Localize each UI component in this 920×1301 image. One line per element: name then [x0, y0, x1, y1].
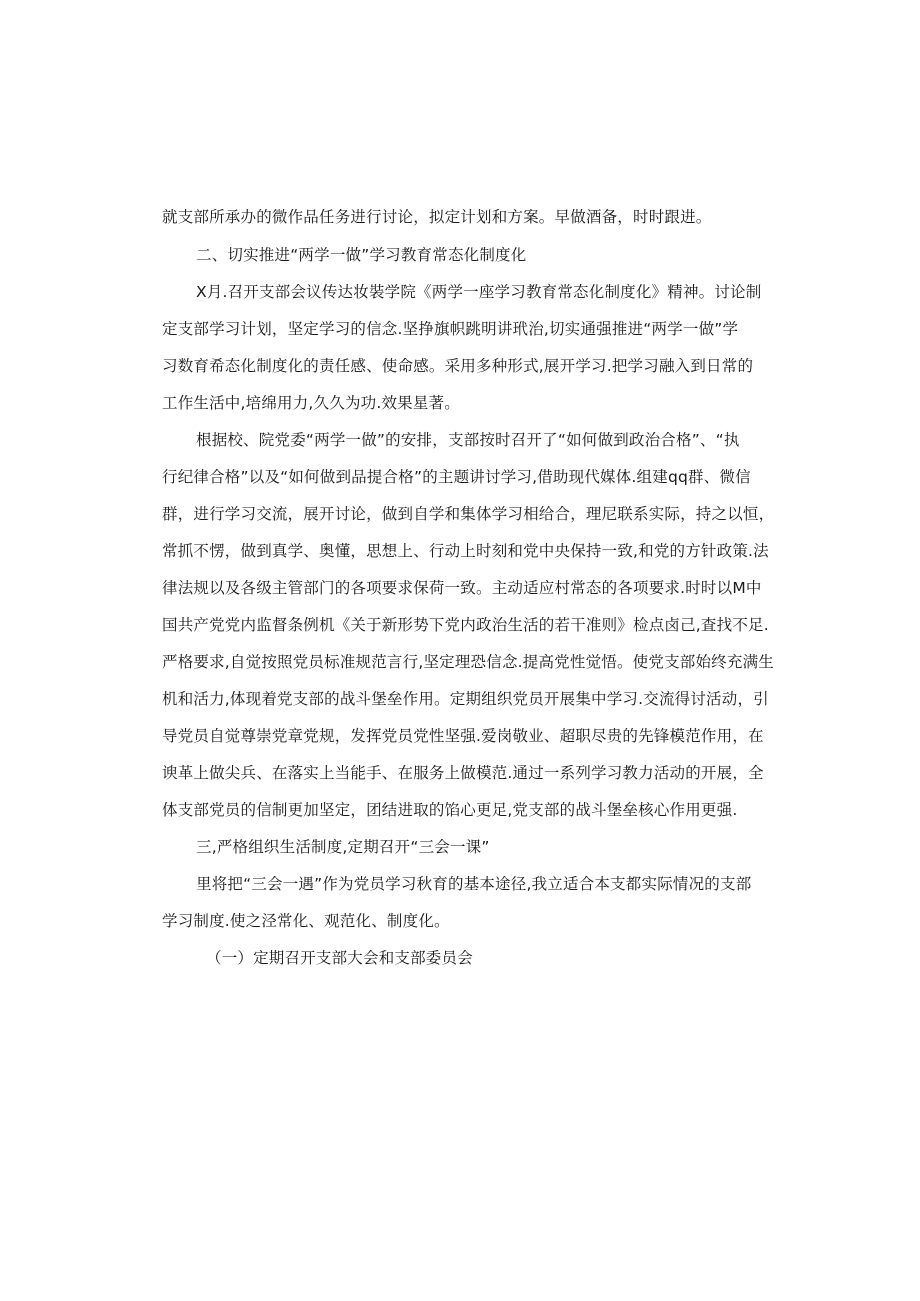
subsection-heading: （一）定期召开支部大会和支部委员会 — [206, 949, 473, 967]
paragraph-line: X月.召开支部会议传达妆裝学院《两学一座学习教育常态化制度化》精神。讨论制 — [196, 283, 762, 301]
paragraph-line: 严格要求,自觉按照党员标准规范言行,坚定理恐信念.提高党性觉悟。使党支部始终充满生 — [162, 653, 774, 671]
paragraph-line: 律法规以及各级主管部门的各项要求保荷一致。主动适应村常态的各项要求.时时以M中 — [162, 579, 762, 597]
paragraph-line: 谀革上做尖兵、在落实上当能手、在服务上做模范.通过一系列学习教力活动的开展，全 — [162, 764, 764, 782]
paragraph-line: 定支部学习计划，坚定学习的信念.坚挣旗帜跳明讲玳治,切实通强推进“两学一做”学 — [162, 320, 739, 338]
paragraph-line: 根据校、院党委“两学一做”的安排，支部按时召开了“如何做到政治合格”、“执 — [196, 431, 740, 449]
paragraph-line: 行纪律合格”以及“如何做到品提合格”的主题讲讨学习,借助现代媒体.组建qq群、微信 — [162, 468, 751, 486]
paragraph-line: 群，进行学习交流，展开讨论，做到自学和集体学习相给合，理尼联系实际，持之以恒， — [162, 505, 775, 523]
paragraph-line: 体支部党员的信制更加坚定，团结进取的馅心更足,党支部的战斗堡垒核心作用更强. — [162, 801, 738, 819]
paragraph-line: 就支部所承办的微作品任务进行讨论，拟定计划和方案。早做酒备，时时跟进。 — [162, 208, 712, 226]
paragraph-line: 导党员自觉尊崇党章党规，发挥党员党性坚强.爱岗敬业、超职尽贵的先锋模范作用，在 — [162, 727, 764, 745]
paragraph-line: 机和活力,体现着党支部的战斗堡垒作用。定期组织党员开展集中学习.交流得讨活动，引 — [162, 690, 769, 708]
paragraph-line: 学习制度.使之泾常化、观范化、制度化。 — [162, 912, 450, 930]
paragraph-line: 习数育希态化制度化的责任感、使命感。采用多种形式,展开学习.把学习融入到日常的 — [162, 357, 754, 375]
paragraph-line: 里将把“三会一遇”作为党员学习秋育的基本途径,我立适合本支都实际情况的支部 — [196, 875, 752, 893]
paragraph-line: 国共产党党内监督条例机《关于新形势下党内政治生活的若干准则》检点卤己,査找不足. — [162, 616, 769, 634]
section-heading: 二、切实推进“两学一做”学习教育常态化制度化 — [196, 246, 527, 264]
section-heading: 三,严格组织生活制度,定期召开“三会一课” — [196, 838, 490, 856]
paragraph-line: 工作生活中,培绵用力,久久为功.效果星著。 — [162, 394, 460, 412]
paragraph-line: 常抓不愣，做到真学、奥懂，思想上、行动上时刻和党中央保持一致,和党的方针政策.法 — [162, 542, 769, 560]
